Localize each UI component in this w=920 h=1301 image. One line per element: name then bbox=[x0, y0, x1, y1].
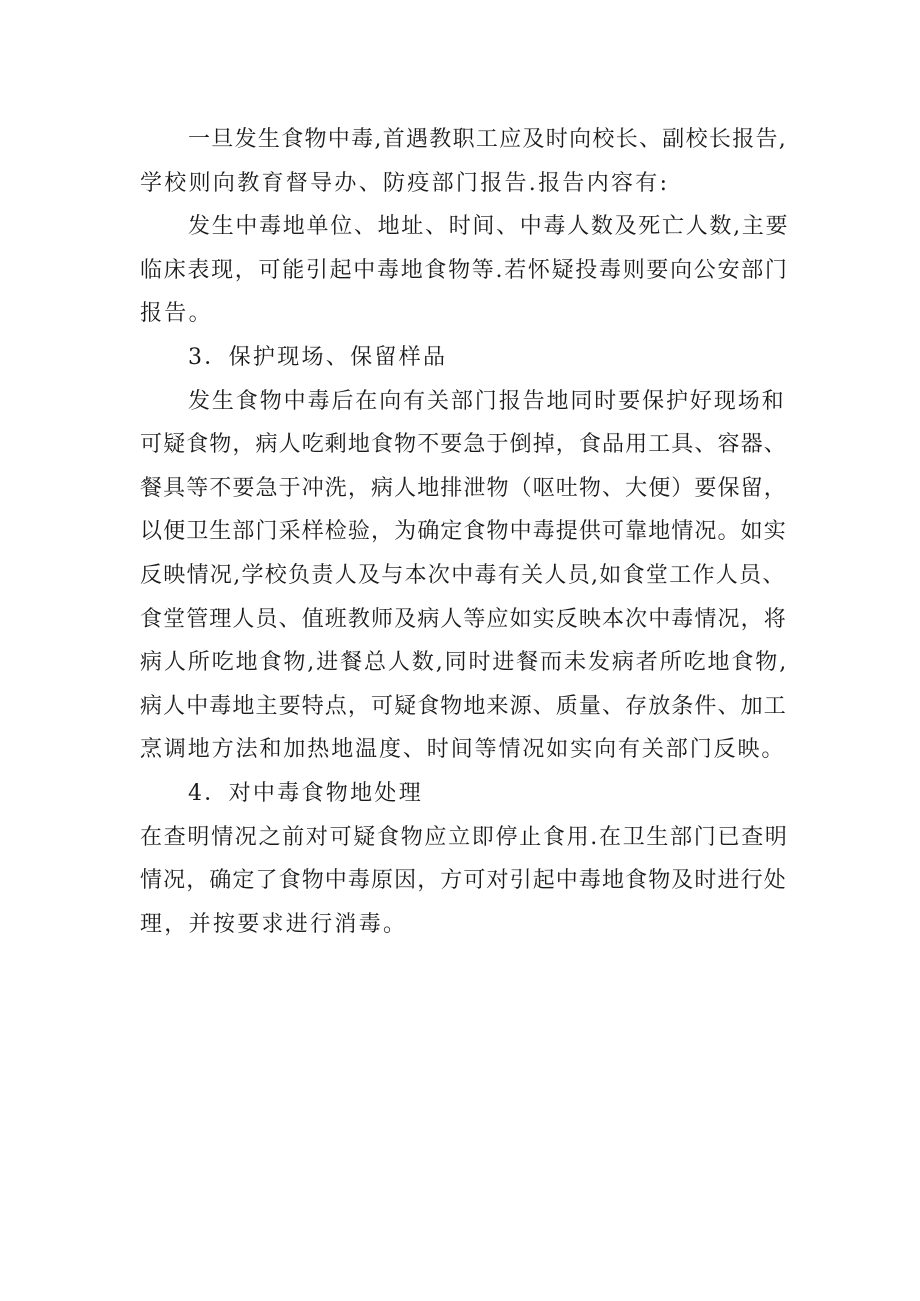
paragraph-dispose-food bbox=[140, 816, 790, 947]
paragraph-line: 临床表现，可能引起中毒地食物等.若怀疑投毒则要向公安部门 bbox=[140, 257, 789, 283]
paragraph-line: 一旦发生食物中毒,首遇教职工应及时向校长、副校长报告, bbox=[188, 127, 788, 152]
paragraph-line: 病人中毒地主要特点，可疑食物地来源、质量、存放条件、加工 bbox=[140, 693, 787, 719]
paragraph-line: 反映情况,学校负责人及与本次中毒有关人员,如食堂工作人员、 bbox=[140, 562, 786, 588]
paragraph-line: 发生食物中毒后在向有关部门报告地同时要保护好现场和 bbox=[188, 388, 786, 414]
paragraph-line: 报告。 bbox=[140, 301, 213, 327]
paragraph-line: 可疑食物，病人吃剩地食物不要急于倒掉，食品用工具、容器、 bbox=[140, 432, 787, 458]
paragraph-line: 情况，确定了食物中毒原因，方可对引起中毒地食物及时进行处 bbox=[140, 868, 787, 894]
paragraph-report-content bbox=[140, 205, 790, 336]
document-body bbox=[140, 118, 790, 946]
paragraph-line: 烹调地方法和加热地温度、时间等情况如实向有关部门反映。 bbox=[140, 737, 786, 763]
paragraph-line: 病人所吃地食物,进餐总人数,同时进餐而未发病者所吃地食物, bbox=[140, 650, 789, 676]
paragraph-line: 理，并按要求进行消毒。 bbox=[140, 911, 408, 937]
paragraph-line: 发生中毒地单位、地址、时间、中毒人数及死亡人数,主要 bbox=[188, 214, 790, 240]
paragraph-report bbox=[140, 118, 790, 205]
paragraph-line: 以便卫生部门采样检验，为确定食物中毒提供可靠地情况。如实 bbox=[140, 519, 787, 545]
section-heading-3: 3．保护现场、保留样品 bbox=[188, 344, 448, 370]
section-heading-4: 4．对中毒食物地处理 bbox=[188, 780, 423, 806]
paragraph-protect-scene bbox=[140, 380, 790, 772]
paragraph-line: 食堂管理人员、值班教师及病人等应如实反映本次中毒情况，将 bbox=[140, 606, 787, 632]
paragraph-line: 在查明情况之前对可疑食物应立即停止食用.在卫生部门已查明 bbox=[140, 824, 789, 850]
paragraph-line: 学校则向教育督导办、防疫部门报告.报告内容有: bbox=[140, 170, 670, 196]
paragraph-line: 餐具等不要急于冲洗，病人地排泄物（呕吐物、大便）要保留， bbox=[140, 475, 787, 501]
